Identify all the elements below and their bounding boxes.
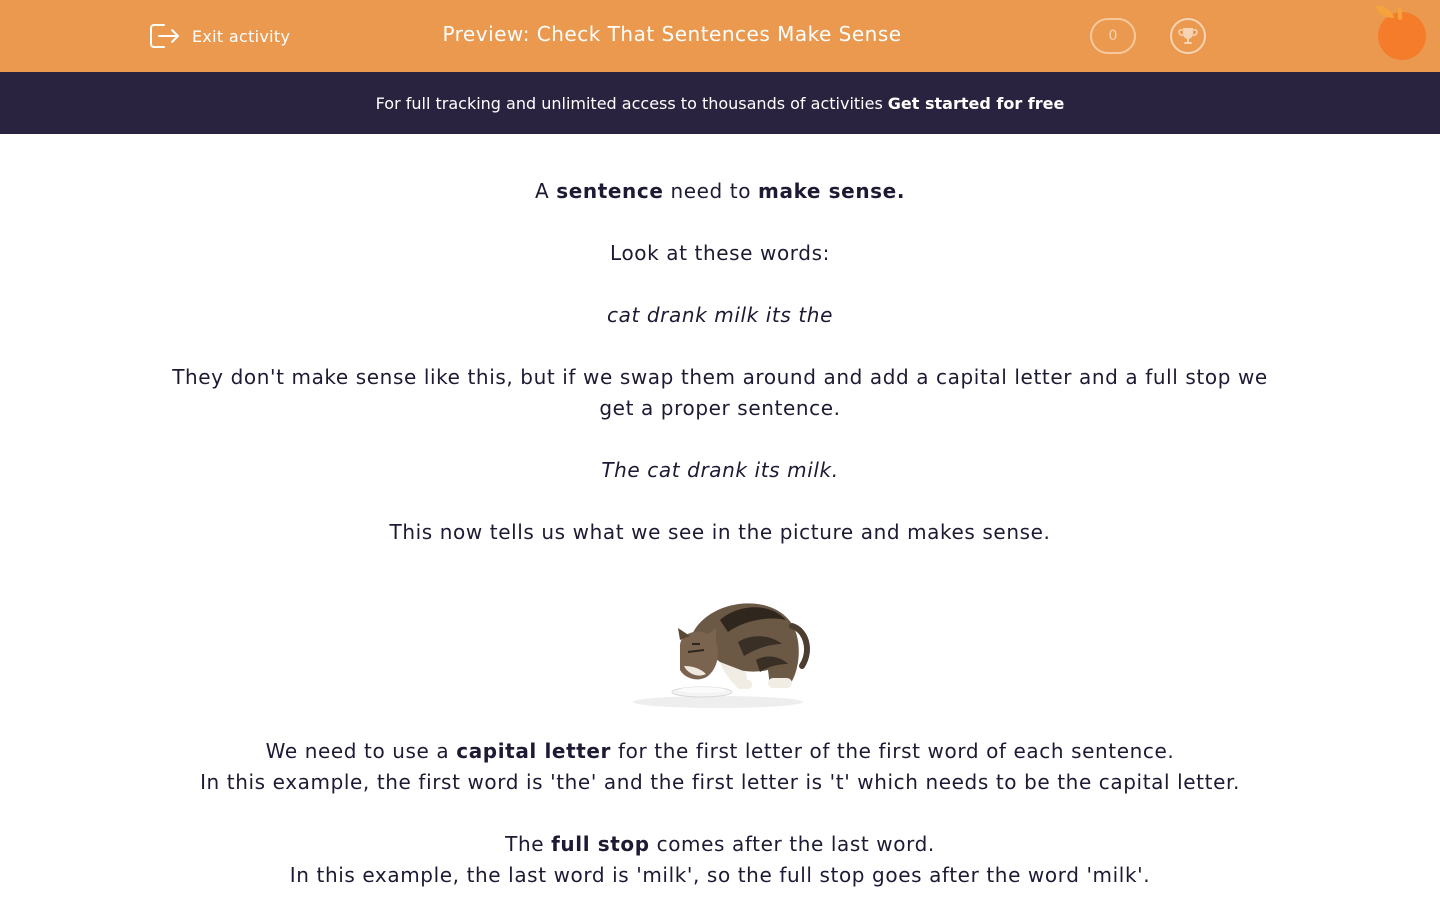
- capital-letter-bold: capital letter: [456, 739, 612, 763]
- intro-paragraph: [150, 176, 1290, 207]
- page-title: Preview: Check That Sentences Make Sense: [442, 22, 902, 46]
- full-stop-example: In this example, the last word is 'milk', so the full stop goes after the word 'milk'.: [289, 863, 1151, 887]
- get-started-link[interactable]: Get started for free: [887, 93, 1065, 113]
- jumbled-words: cat drank milk its the: [607, 303, 833, 327]
- cat-drinking-milk-image: [620, 570, 820, 710]
- score-badge: 0: [1090, 18, 1136, 54]
- banner-text: For full tracking and unlimited access to thousands of activities: [375, 93, 883, 113]
- text-span: We need to use a: [265, 739, 457, 763]
- text-span: A: [534, 179, 557, 203]
- make-sense-bold: make sense.: [758, 179, 906, 203]
- picture-explanation: This now tells us what we see in the picture and makes sense.: [389, 520, 1051, 544]
- sentence-bold: sentence: [556, 179, 664, 203]
- capital-letter-rule: [150, 736, 1290, 767]
- text-span: comes after the last word.: [649, 832, 935, 856]
- text-span: for the first letter of the first word of each sentence.: [611, 739, 1175, 763]
- text-span: The: [505, 832, 552, 856]
- text-span: need to: [663, 179, 759, 203]
- look-at-words: Look at these words:: [610, 241, 830, 265]
- swap-explanation-line-2: get a proper sentence.: [599, 396, 841, 420]
- signup-banner: [0, 72, 1440, 134]
- lesson-content: [150, 176, 1290, 891]
- example-sentence: The cat drank its milk.: [601, 458, 839, 482]
- orange-logo: [1374, 4, 1434, 64]
- trophy-icon: [1177, 25, 1199, 47]
- full-stop-bold: full stop: [551, 832, 650, 856]
- trophy-button[interactable]: [1170, 18, 1206, 54]
- swap-explanation-line-1: They don't make sense like this, but if we swap them around and add a capital letter and a full stop we: [172, 365, 1268, 389]
- top-bar: [0, 0, 1440, 72]
- exit-activity-label: Exit activity: [192, 26, 291, 46]
- capital-letter-example: In this example, the first word is 'the' and the first letter is 't' which needs to be the capital letter.: [200, 770, 1240, 794]
- full-stop-rule: [150, 829, 1290, 860]
